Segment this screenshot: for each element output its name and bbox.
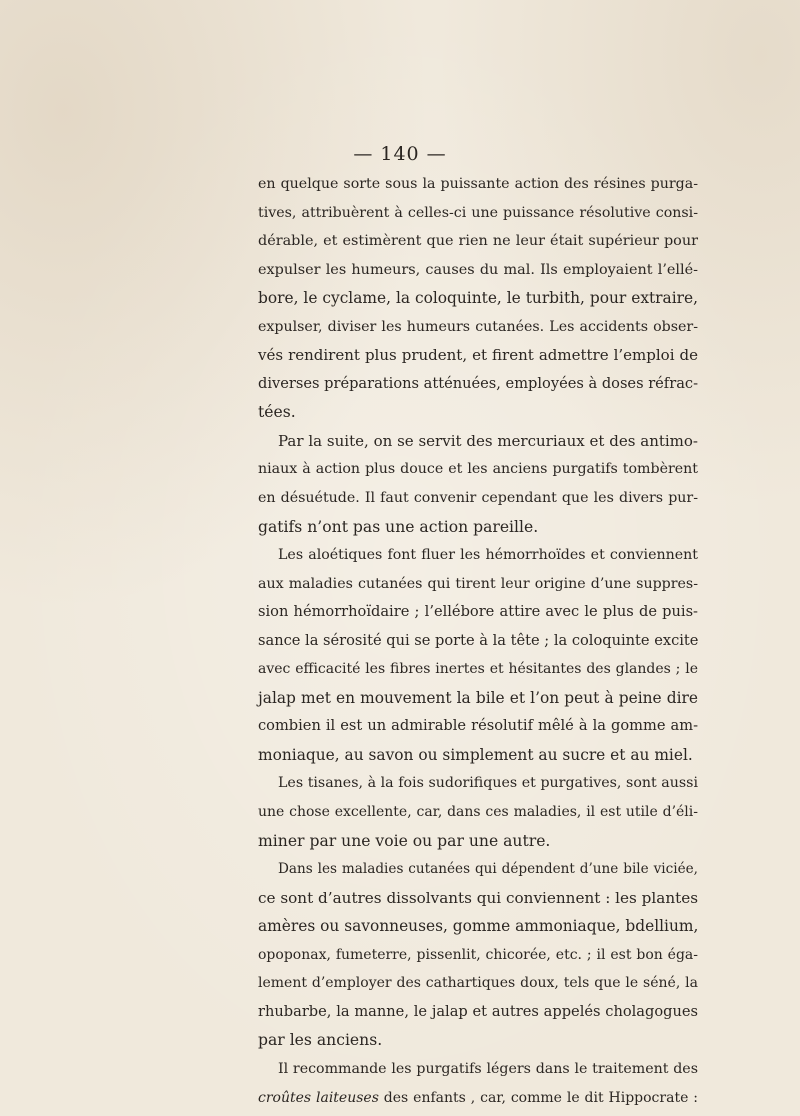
text-line: moniaque, au savon ou simplement au sucre et au miel. <box>258 745 693 764</box>
text-line: ce sont d’autres dissolvants qui conviennent : les plantes <box>258 888 698 907</box>
text-line: une chose excellente, car, dans ces maladies, il est utile d’éli- <box>258 804 698 821</box>
page-number: — 140 — <box>353 143 447 165</box>
paragraph-first-line: Les aloétiques font fluer les hémorrhoïdes et conviennent <box>278 547 698 564</box>
text-line: rhubarbe, la manne, le jalap et autres appelés cholagogues <box>258 1002 698 1020</box>
text-line: en quelque sorte sous la puissante action des résines purga- <box>258 176 698 192</box>
text-line: avec efficacité les fibres inertes et hésitantes des glandes ; le <box>258 661 698 678</box>
text-line: aux maladies cutanées qui tirent leur origine d’une suppres- <box>258 575 698 592</box>
text-line: bore, le cyclame, la coloquinte, le turbith, pour extraire, <box>258 289 698 308</box>
text-line: miner par une voie ou par une autre. <box>258 831 551 850</box>
body-text <box>258 170 698 1112</box>
text-line: amères ou savonneuses, gomme ammoniaque, bdellium, <box>258 917 699 936</box>
italic-term: croûtes laiteuses <box>258 1089 379 1106</box>
text-run: des enfants , car, comme le dit Hippocrate : <box>378 1089 698 1106</box>
text-line: tées. <box>258 403 296 422</box>
text-line: expulser, diviser les humeurs cutanées. Les accidents obser- <box>258 318 698 335</box>
text-line: sance la sérosité qui se porte à la tête ; la coloquinte excite <box>258 631 699 649</box>
text-line: lement d’employer des cathartiques doux, tels que le séné, la <box>258 975 698 992</box>
paragraph-first-line: Par la suite, on se servit des mercuriaux et des antimo- <box>278 431 698 450</box>
text-line: niaux à action plus douce et les anciens purgatifs tombèrent <box>258 461 698 478</box>
paragraph-first-line: Il recommande les purgatifs légers dans le traitement des <box>278 1060 698 1077</box>
text-line-last <box>258 1084 698 1113</box>
text-line: jalap met en mouvement la bile et l’on peut à peine dire <box>258 688 698 707</box>
text-line: diverses préparations atténuées, employées à doses réfrac- <box>258 374 698 392</box>
paragraph-first-line: Dans les maladies cutanées qui dépendent d’une bile viciée, <box>278 861 698 878</box>
text-line: en désuétude. Il faut convenir cependant que les divers pur- <box>258 490 698 507</box>
text-line: expulser les humeurs, causes du mal. Ils employaient l’ellé- <box>258 261 698 278</box>
text-line: gatifs n’ont pas une action pareille. <box>258 517 539 536</box>
text-line: tives, attribuèrent à celles-ci une puissance résolutive consi- <box>258 204 698 221</box>
text-line: par les anciens. <box>258 1031 383 1050</box>
paragraph-first-line: Les tisanes, à la fois sudorifiques et purgatives, sont aussi <box>278 775 698 792</box>
text-line: dérable, et estimèrent que rien ne leur était supérieur pour <box>258 233 698 250</box>
text-line: vés rendirent plus prudent, et firent admettre l’emploi de <box>258 346 698 365</box>
text-line: combien il est un admirable résolutif mêlé à la gomme am- <box>258 717 698 735</box>
text-line: sion hémorrhoïdaire ; l’ellébore attire avec le plus de puis- <box>258 603 698 621</box>
text-line: opoponax, fumeterre, pissenlit, chicorée, etc. ; il est bon éga- <box>258 946 698 963</box>
